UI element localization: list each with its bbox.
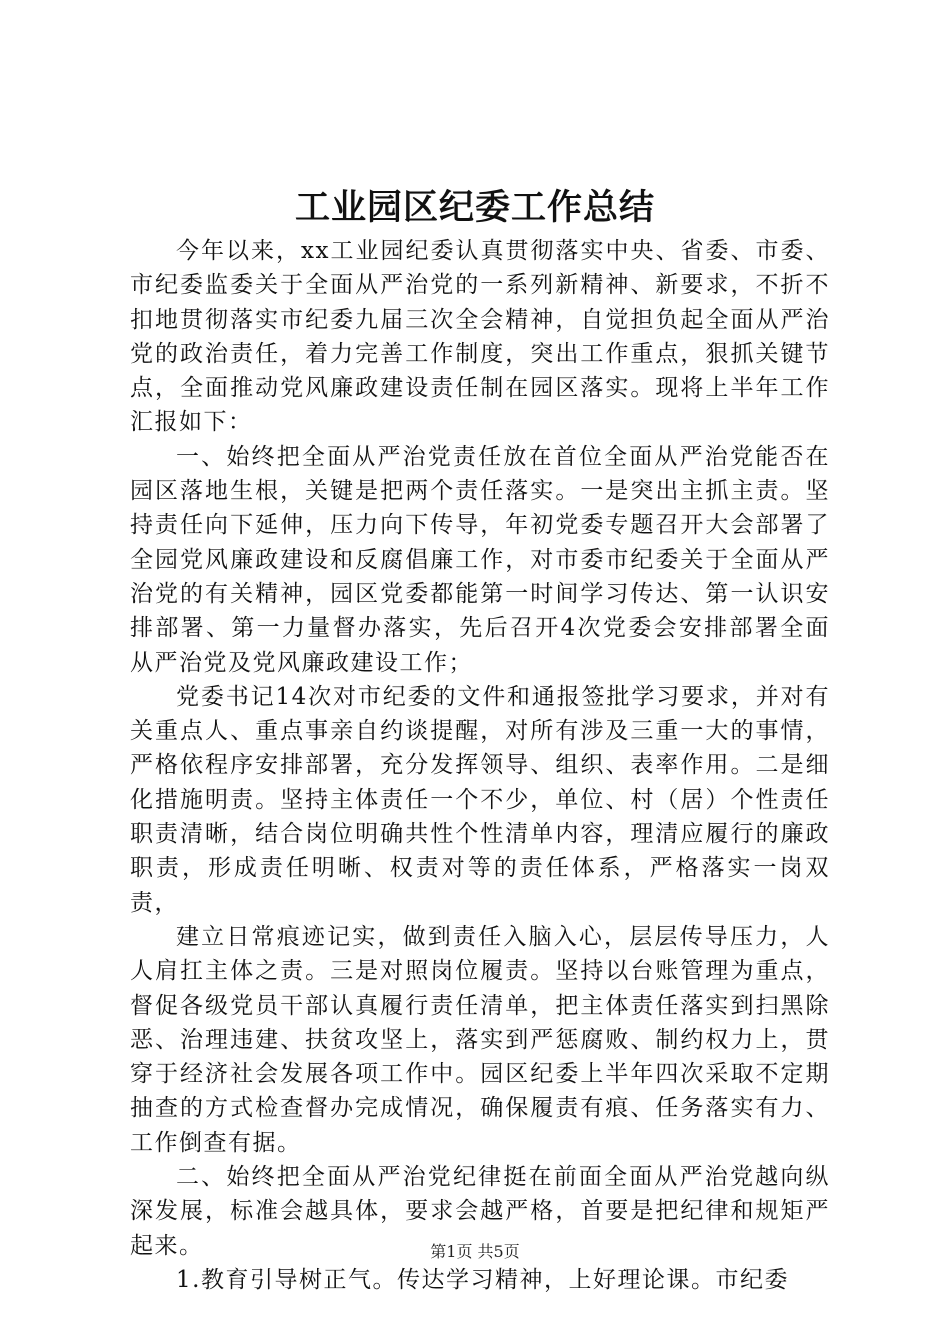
paragraph-section-one: 一、始终把全面从严治党责任放在首位全面从严治党能否在园区落地生根，关键是把两个责任落实。一是突出主抓主责。坚持责任向下延伸，压力向下传导，年初党委专题召开大会部署了全园党风廉政建设和反腐倡廉工作，对市委市纪委关于全面从严治党的有关精神，园区党委都能第一时间学习传达、第一认识安排部署、第一力量督办落实，先后召开4次党委会安排部署全面从严治党及党风廉政建设工作； — [130, 443, 830, 676]
document-body — [130, 234, 830, 1297]
document-title: 工业园区纪委工作总结 — [294, 187, 655, 228]
paragraph-section-two: 二、始终把全面从严治党纪律挺在前面全面从严治党越向纵深发展，标准会越具体，要求会越严格，首要是把纪律和规矩严起来。 — [130, 1164, 830, 1259]
paragraph-party-secretary: 党委书记14次对市纪委的文件和通报签批学习要求，并对有关重点人、重点事亲自约谈提醒，对所有涉及三重一大的事情，严格依程序安排部署，充分发挥领导、组织、表率作用。二是细化措施明责。坚持主体责任一个不少，单位、村（居）个性责任职责清晰，结合岗位明确共性个性清单内容，理清应履行的廉政职责，形成责任明晰、权责对等的责任体系，严格落实一岗双责， — [130, 683, 830, 916]
paragraph-item-one: 1.教育引导树正气。传达学习精神，上好理论课。市纪委 — [176, 1266, 789, 1293]
page-number-footer: 第1页 共5页 — [430, 1242, 520, 1261]
paragraph-intro: 今年以来，xx工业园纪委认真贯彻落实中央、省委、市委、市纪委监委关于全面从严治党的一系列新精神、新要求，不折不扣地贯彻落实市纪委九届三次全会精神，自觉担负起全面从严治党的政治责任，着力完善工作制度，突出工作重点，狠抓关键节点，全面推动党风廉政建设责任制在园区落实。现将上半年工作汇报如下： — [130, 238, 830, 436]
paragraph-daily-records: 建立日常痕迹记实，做到责任入脑入心，层层传导压力，人人肩扛主体之责。三是对照岗位履责。坚持以台账管理为重点，督促各级党员干部认真履行责任清单，把主体责任落实到扫黑除恶、治理违建、扶贫攻坚上，落实到严惩腐败、制约权力上，贯穿于经济社会发展各项工作中。园区纪委上半年四次采取不定期抽查的方式检查督办完成情况，确保履责有痕、任务落实有力、工作倒查有据。 — [130, 923, 830, 1156]
